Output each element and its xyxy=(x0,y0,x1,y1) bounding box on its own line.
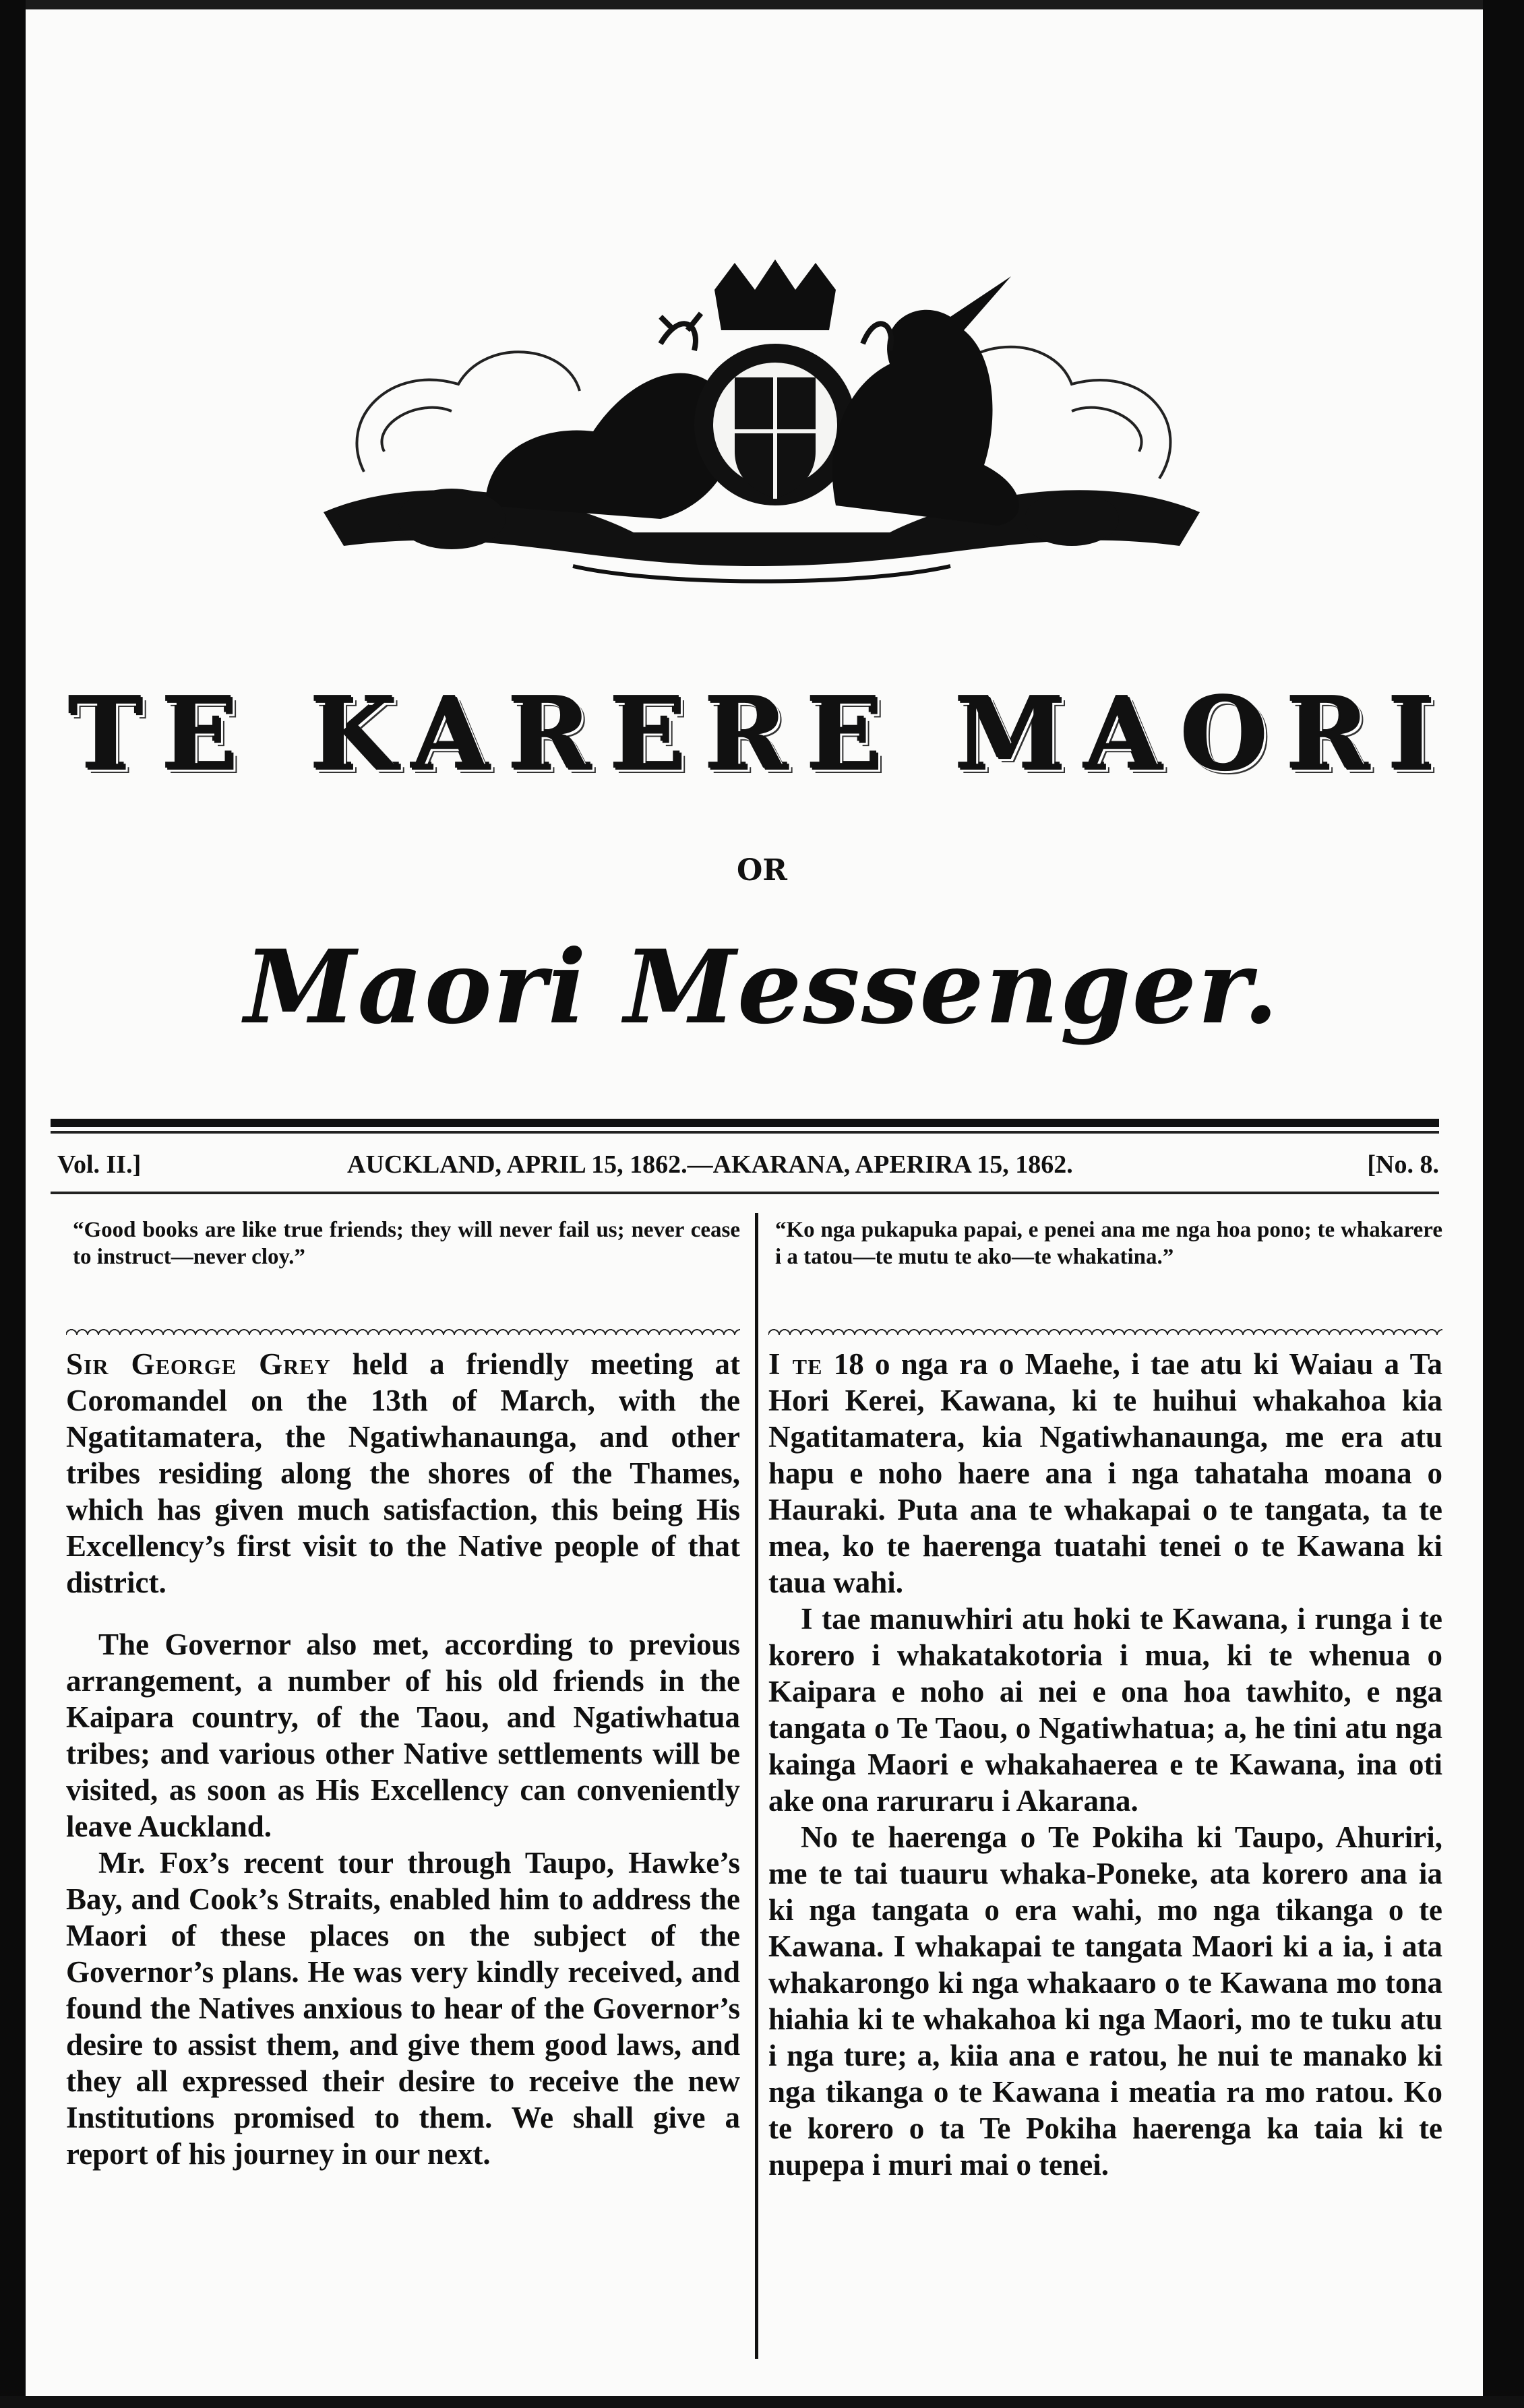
masthead-rule-thin xyxy=(51,1131,1439,1134)
page-border-bottom xyxy=(0,2396,1524,2408)
maori-paragraph-1-text: 18 o nga ra o Maehe, i tae atu ki Waiau a Ta Hori Kerei, Kawana, ki te huihui whakahoa kia Ngatitamatera, kia Ngatiwhanaunga, me era atu hapu e noho haere ana i nga tahataha moana o Hauraki. Puta ana te whakapai o te tangata, ta te mea, ko te haerenga tuatahi tenei o te Kawana ki taua wahi. xyxy=(768,1347,1442,1599)
masthead-title: TE KARERE MAORI xyxy=(69,676,1455,793)
date-label: AUCKLAND, APRIL 15, 1862.—AKARANA, APERIRA 15, 1862. xyxy=(347,1150,1073,1179)
masthead-subtitle: Maori Messenger. xyxy=(244,928,1280,1047)
dateline-rule xyxy=(51,1192,1439,1194)
masthead-rule-thick xyxy=(51,1119,1439,1127)
page-border-left xyxy=(0,0,26,2408)
english-paragraph-3: Mr. Fox’s recent tour through Taupo, Hawke’s Bay, and Cook’s Straits, enabled him to address the Maori of these places on the subject of the Governor’s plans. He was very kindly received, and found the Natives anxious to hear of the Governor’s desire to assist them, and give them good laws, and they all expressed their desire to receive the new Institutions promised to them. We shall give a report of his journey in our next. xyxy=(66,1846,740,2171)
english-motto: “Good books are like true friends; they will never fail us; never cease to instruct—never cloy.” xyxy=(73,1218,740,1269)
english-paragraph-2: The Governor also met, according to previous arrangement, a number of his old friends in the Kaipara country, of the Taou, and Ngatiwhatua tribes; and various other Native settlements will be visited, as soon as His Excellency can conveniently leave Auckland. xyxy=(66,1628,740,1843)
wavy-rule xyxy=(66,1324,740,1335)
wavy-rule xyxy=(768,1324,1442,1335)
dateline xyxy=(57,1146,1439,1183)
maori-paragraph-1 xyxy=(768,1346,1442,1601)
volume-label: Vol. II.] xyxy=(57,1150,142,1179)
english-paragraph-1-lead: Sir George Grey xyxy=(66,1347,331,1381)
column-divider xyxy=(755,1213,758,2359)
masthead-conjunction: OR xyxy=(737,853,787,888)
page-border-right xyxy=(1483,0,1524,2408)
issue-number: [No. 8. xyxy=(1367,1150,1439,1179)
page-border-top xyxy=(0,0,1524,9)
maori-paragraph-2: I tae manuwhiri atu hoki te Kawana, i runga i te korero i whakatakotoria i mua, ki te whenua o Kaipara e noho ai nei e ona hoa tawhito, e nga tangata o Te Taou, o Ngatiwhatua; a, he tini atu nga kainga Maori e whakahaerea e te Kawana, ina oti ake ona raruraru i Akarana. xyxy=(768,1602,1442,1818)
maori-motto: “Ko nga pukapuka papai, e penei ana me nga hoa pono; te whakarere i a tatou—te mutu te ako—te whakatina.” xyxy=(775,1218,1442,1269)
maori-paragraph-1-lead: I te xyxy=(768,1347,823,1381)
maori-paragraph-3: No te haerenga o Te Pokiha ki Taupo, Ahuriri, me te tai tuauru whaka-Poneke, ata korero ana ia ki nga tangata o era wahi, mo nga tikanga o te Kawana. I whakapai te tangata Maori ki a ia, i ata whakarongo ki nga whakaaro o te Kawana mo tona hiahia ki te whakahoa ki nga Maori, mo te tuku atu i nga ture; a, kiia ana e ratou, he nui te manako ki nga tikanga o te Kawana i meatia ra mo ratou. Ko te korero o ta Te Pokiha haerenga ka taia ki te nupepa i muri mai o tenei. xyxy=(768,1820,1442,2182)
royal-coat-of-arms-icon xyxy=(283,249,1240,600)
english-paragraph-1 xyxy=(66,1346,740,1601)
english-column xyxy=(66,1216,740,2172)
english-paragraph-1-text: held a friendly meeting at Coromandel on the 13th of March, with the Ngatitamatera, the Ngatiwhanaunga, and other tribes residing along the shores of the Thames, which has given much satisfaction, this being His Excellency’s first visit to the Native people of that district. xyxy=(66,1347,740,1599)
maori-column xyxy=(768,1216,1442,2183)
